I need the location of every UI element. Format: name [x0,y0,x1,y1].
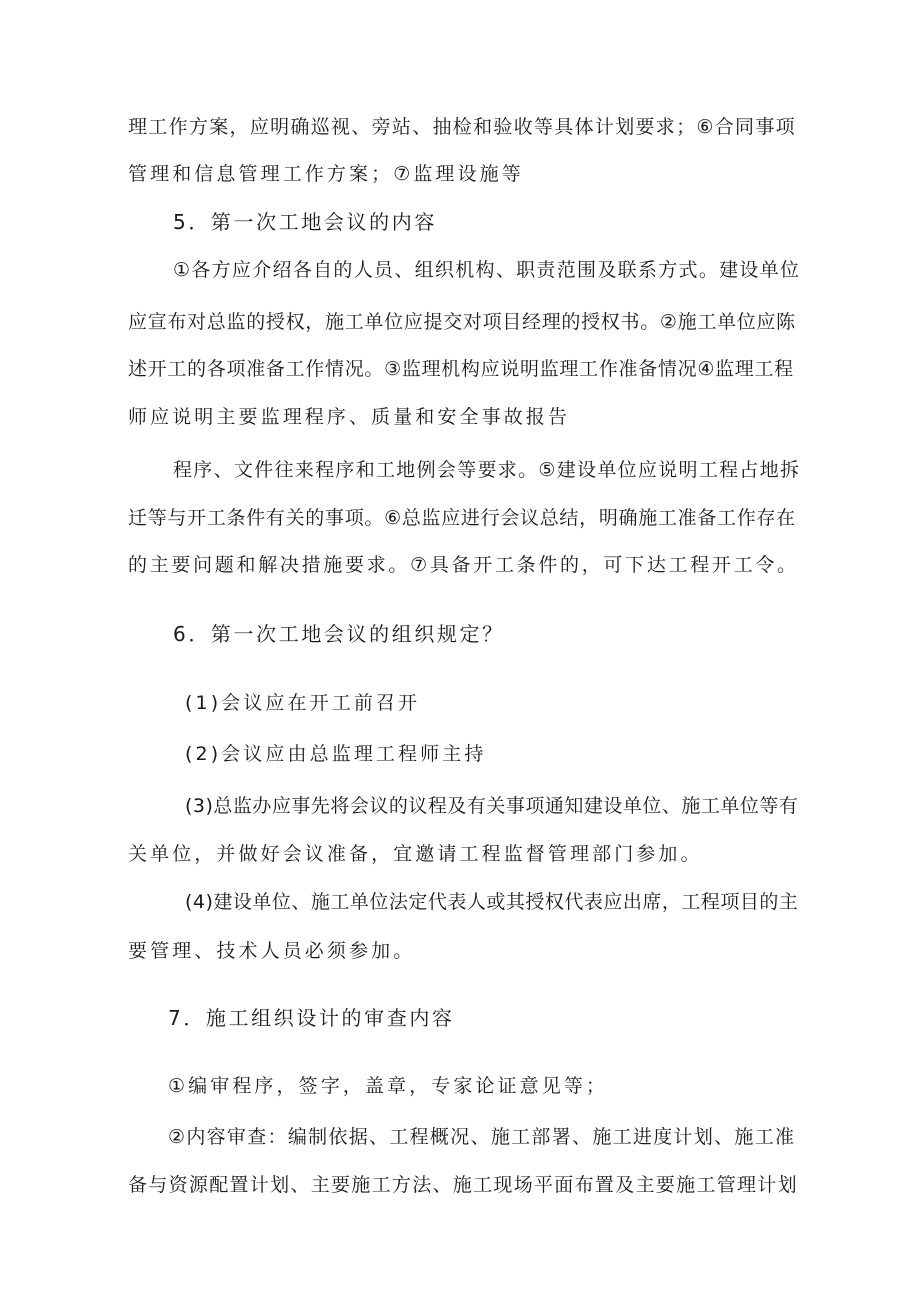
list-item: (3)总监办应事先将会议的议程及有关事项通知建设单位、施工单位等有 [185,795,799,817]
body-text-line: ①各方应介绍各自的人员、组织机构、职责范围及联系方式。建设单位 [173,259,801,281]
list-item: (1)会议应在开工前召开 [185,692,421,714]
body-text-line: 管理和信息管理工作方案；⑦监理设施等 [128,163,524,185]
body-text-line: 迁等与开工条件有关的事项。⑥总监应进行会议总结，明确施工准备工作存在 [128,507,796,529]
body-text-line: ②内容审查：编制依据、工程概况、施工部署、施工进度计划、施工准 [168,1126,796,1148]
body-text-line: 师应说明主要监理程序、质量和安全事故报告 [128,406,571,428]
body-text-line: 述开工的各项准备工作情况。③监理机构应说明监理工作准备情况④监理工程 [128,358,794,380]
list-item: (2)会议应由总监理工程师主持 [185,743,487,765]
body-text-line: 应宣布对总监的授权，施工单位应提交对项目经理的授权书。②施工单位应陈 [128,311,796,333]
list-item: (4)建设单位、施工单位法定代表人或其授权代表应出席，工程项目的主 [185,891,799,913]
body-text-line: 关单位，并做好会议准备，宜邀请工程监督管理部门参加。 [128,843,703,865]
body-text-line: 备与资源配置计划、主要施工方法、施工现场平面布置及主要施工管理计划 [128,1174,798,1196]
body-text-line: 的主要问题和解决措施要求。⑦具备开工条件的，可下达工程开工令。 [128,554,799,576]
section-heading-5: 5．第一次工地会议的内容 [173,210,437,234]
section-heading-7: 7．施工组织设计的审查内容 [168,1006,455,1030]
body-text-line: 理工作方案，应明确巡视、旁站、抽检和验收等具体计划要求；⑥合同事项 [128,116,796,138]
section-heading-6: 6．第一次工地会议的组织规定？ [173,622,505,646]
body-text-line: 要管理、技术人员必须参加。 [128,940,416,962]
body-text-line: ①编审程序，签字，盖章，专家论证意见等； [168,1075,609,1097]
body-text-line: 程序、文件往来程序和工地例会等要求。⑤建设单位应说明工程占地拆 [173,459,801,481]
